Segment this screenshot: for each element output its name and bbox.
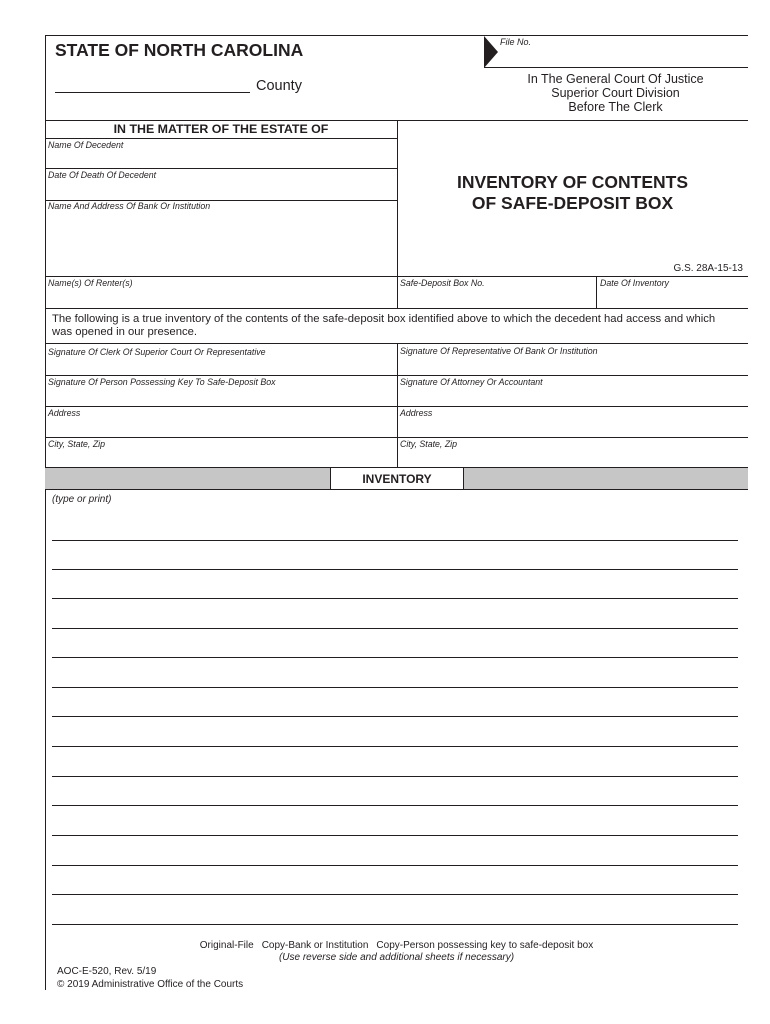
- inventory-entry-line[interactable]: [52, 548, 738, 570]
- inventory-heading: INVENTORY: [362, 471, 432, 486]
- divider: [45, 168, 397, 169]
- form-title-line-1: INVENTORY OF CONTENTS: [456, 172, 689, 192]
- court-name: In The General Court Of Justice: [527, 72, 704, 86]
- inventory-entry-line[interactable]: [52, 607, 738, 629]
- clerk-signature-label: Signature Of Clerk Of Superior Court Or Representative: [48, 347, 266, 357]
- inventory-date-input[interactable]: [600, 289, 746, 307]
- left-address-field[interactable]: [48, 419, 394, 436]
- divider: [45, 308, 748, 309]
- attorney-signature-label: Signature Of Attorney Or Accountant: [400, 377, 543, 387]
- divider: [45, 375, 748, 376]
- reverse-side-note: (Use reverse side and additional sheets if necessary): [278, 952, 515, 963]
- key-holder-signature-field[interactable]: [48, 388, 394, 405]
- divider: [45, 138, 397, 139]
- copy-bank: Copy-Bank or Institution: [261, 940, 369, 951]
- bank-name-address-label: Name And Address Of Bank Or Institution: [48, 201, 211, 211]
- form-id: AOC-E-520, Rev. 5/19: [57, 966, 157, 977]
- court-division: Superior Court Division: [551, 86, 680, 100]
- right-city-state-zip-field[interactable]: [400, 450, 746, 466]
- file-no-marker-icon: [483, 36, 499, 69]
- state-title: STATE OF NORTH CAROLINA: [55, 40, 304, 60]
- file-no-input[interactable]: [540, 44, 746, 65]
- inventory-entry-line[interactable]: [52, 873, 738, 895]
- right-address-label: Address: [400, 408, 433, 418]
- inventory-entry-line[interactable]: [52, 636, 738, 658]
- form-title-line-2: OF SAFE-DEPOSIT BOX: [471, 193, 674, 213]
- renters-input[interactable]: [48, 289, 394, 307]
- bank-rep-signature-field[interactable]: [400, 357, 746, 374]
- inventory-entry-line[interactable]: [52, 577, 738, 599]
- inventory-entry-line[interactable]: [52, 725, 738, 747]
- inventory-date-label: Date Of Inventory: [600, 278, 669, 288]
- left-city-state-zip-label: City, State, Zip: [48, 439, 106, 449]
- copyright: © 2019 Administrative Office of the Courts: [57, 979, 244, 990]
- copy-key-holder: Copy-Person possessing key to safe-deposit box: [376, 940, 594, 951]
- decedent-name-input[interactable]: [48, 151, 394, 167]
- inventory-heading-box: [330, 467, 464, 490]
- clerk-signature-field[interactable]: [48, 357, 394, 374]
- inventory-entry-line[interactable]: [52, 755, 738, 777]
- statute-reference: G.S. 28A-15-13: [673, 263, 743, 274]
- right-city-state-zip-label: City, State, Zip: [400, 439, 458, 449]
- form-left-border: [45, 35, 46, 990]
- key-holder-signature-label: Signature Of Person Possessing Key To Safe-Deposit Box: [48, 377, 276, 387]
- inventory-entry-line[interactable]: [52, 695, 738, 717]
- renters-label: Name(s) Of Renter(s): [48, 278, 133, 288]
- left-address-label: Address: [48, 408, 81, 418]
- bank-name-address-input[interactable]: [48, 212, 394, 274]
- column-divider: [397, 120, 398, 308]
- court-before-clerk: Before The Clerk: [568, 100, 663, 114]
- divider: [45, 437, 748, 438]
- date-of-death-label: Date Of Death Of Decedent: [48, 170, 157, 180]
- attestation-statement: The following is a true inventory of the contents of the safe-deposit box identified above to which the decedent had access and which was opened in our presence.: [52, 313, 716, 338]
- type-or-print-hint: (type or print): [52, 494, 112, 505]
- file-no-label: File No.: [500, 37, 532, 47]
- divider: [45, 276, 748, 277]
- right-address-field[interactable]: [400, 419, 746, 436]
- date-of-death-input[interactable]: [48, 181, 394, 199]
- file-no-bottom-line: [484, 67, 748, 68]
- county-label: County: [256, 78, 302, 94]
- county-underline: [55, 92, 250, 93]
- copy-original-file: Original-File: [199, 940, 254, 951]
- left-city-state-zip-field[interactable]: [48, 450, 394, 466]
- attorney-signature-field[interactable]: [400, 388, 746, 405]
- inventory-entry-line[interactable]: [52, 519, 738, 541]
- decedent-name-label: Name Of Decedent: [48, 140, 124, 150]
- inventory-entry-line[interactable]: [52, 784, 738, 806]
- form-top-border: [45, 35, 748, 36]
- copy-distribution: [45, 940, 748, 952]
- inventory-entry-line[interactable]: [52, 666, 738, 688]
- bank-rep-signature-label: Signature Of Representative Of Bank Or Institution: [400, 346, 598, 356]
- inventory-entry-line[interactable]: [52, 844, 738, 866]
- inventory-entry-line[interactable]: [52, 814, 738, 836]
- court-info: [480, 72, 751, 114]
- box-number-input[interactable]: [400, 289, 594, 307]
- box-number-label: Safe-Deposit Box No.: [400, 278, 485, 288]
- estate-heading: IN THE MATTER OF THE ESTATE OF: [113, 122, 329, 136]
- county-input[interactable]: [55, 73, 250, 91]
- column-divider: [596, 276, 597, 308]
- inventory-entry-line[interactable]: [52, 903, 738, 925]
- divider: [45, 406, 748, 407]
- column-divider: [397, 343, 398, 467]
